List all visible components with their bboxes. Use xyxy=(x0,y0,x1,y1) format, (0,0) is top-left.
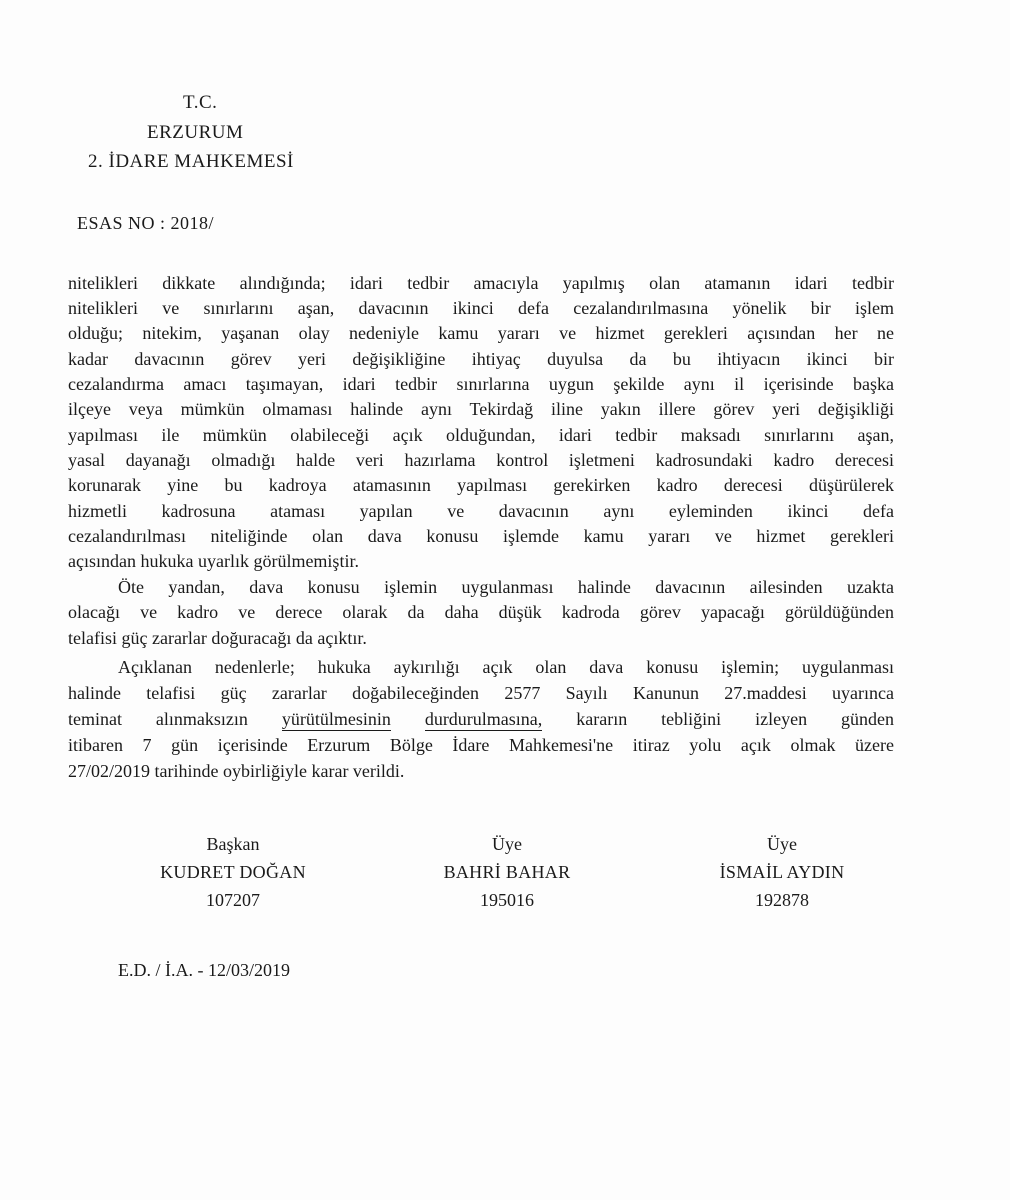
body-line: yasal dayanağı olmadığı halde veri hazırlama kontrol işletmeni kadrosundaki kadro derecesi xyxy=(68,450,894,470)
signature-number: 195016 xyxy=(480,890,534,910)
body-line: Öte yandan, dava konusu işlemin uygulanması halinde davacının ailesinden uzakta xyxy=(118,577,894,597)
body-line: korunarak yine bu kadroya atamasının yapılması gerekirken kadro derecesi düşürülerek xyxy=(68,475,894,495)
body-line: cezalandırılması niteliğinde olan dava konusu işlemde kamu yararı ve hizmet gerekleri xyxy=(68,526,894,546)
header-court: 2. İDARE MAHKEMESİ xyxy=(88,151,294,172)
body-line: telafisi güç zararlar doğuracağı da açıktır. xyxy=(68,628,367,648)
signature-title: Üye xyxy=(767,834,797,854)
footer-reference: E.D. / İ.A. - 12/03/2019 xyxy=(118,960,290,980)
body-line: halinde telafisi güç zararlar doğabileceğinden 2577 Sayılı Kanunun 27.maddesi uyarınca xyxy=(68,683,894,703)
body-line: yapılması ile mümkün olabileceği açık olduğundan, idari tedbir maksadı sınırlarını aşan, xyxy=(68,425,894,445)
body-line: Açıklanan nedenlerle; hukuka aykırılığı açık olan dava konusu işlemin; uygulanması xyxy=(118,657,894,677)
body-line: itibaren 7 gün içerisinde Erzurum Bölge İdare Mahkemesi'ne itiraz yolu açık olmak üzere xyxy=(68,735,894,755)
body-line: 27/02/2019 tarihinde oybirliğiyle karar verildi. xyxy=(68,761,405,781)
body-line-underlined xyxy=(68,708,894,730)
signature-block-member-1 xyxy=(377,830,637,914)
signature-number: 107207 xyxy=(206,890,260,910)
body-line: cezalandırma amacı taşımayan, idari tedbir sınırlarına uygun şekilde aynı il içerisinde başka xyxy=(68,374,894,394)
body-line: olacağı ve kadro ve derece olarak da daha düşük kadroda görev yapacağı görüldüğünden xyxy=(68,602,894,622)
signature-block-member-2 xyxy=(652,830,912,914)
body-line: nitelikleri ve sınırlarını aşan, davacının ikinci defa cezalandırılmasına yönelik bir işlem xyxy=(68,298,894,318)
signature-block-president xyxy=(103,830,363,914)
header-city: ERZURUM xyxy=(147,122,244,143)
body-line: açısından hukuka uyarlık görülmemiştir. xyxy=(68,551,359,571)
body-line: hizmetli kadrosuna ataması yapılan ve davacının aynı eyleminden ikinci defa xyxy=(68,501,894,521)
signature-title: Başkan xyxy=(206,834,260,854)
signature-title: Üye xyxy=(492,834,522,854)
body-line: ilçeye veya mümkün olmaması halinde aynı Tekirdağ iline yakın illere görev yeri değişikliği xyxy=(68,399,894,419)
signature-number: 192878 xyxy=(755,890,809,910)
header-tc: T.C. xyxy=(183,92,218,113)
body-line: kadar davacının görev yeri değişikliğine ihtiyaç duyulsa da bu ihtiyacın ikinci bir xyxy=(68,349,894,369)
line-text: kararın tebliğini izleyen günden xyxy=(542,709,895,729)
body-line: olduğu; nitekim, yaşanan olay nedeniyle kamu yararı ve hizmet gerekleri açısından her ne xyxy=(68,323,894,343)
signature-name: İSMAİL AYDIN xyxy=(719,862,845,882)
line-text xyxy=(391,709,425,729)
underlined-text: durdurulmasına, xyxy=(424,709,543,729)
body-line: nitelikleri dikkate alındığında; idari tedbir amacıyla yapılmış olan atamanın idari tedbir xyxy=(68,273,894,293)
signature-name: KUDRET DOĞAN xyxy=(160,862,306,882)
signature-name: BAHRİ BAHAR xyxy=(443,862,571,882)
case-number: ESAS NO : 2018/ xyxy=(77,213,215,233)
underlined-text: yürütülmesinin xyxy=(281,709,391,729)
line-text: teminat alınmaksızın xyxy=(68,709,282,729)
